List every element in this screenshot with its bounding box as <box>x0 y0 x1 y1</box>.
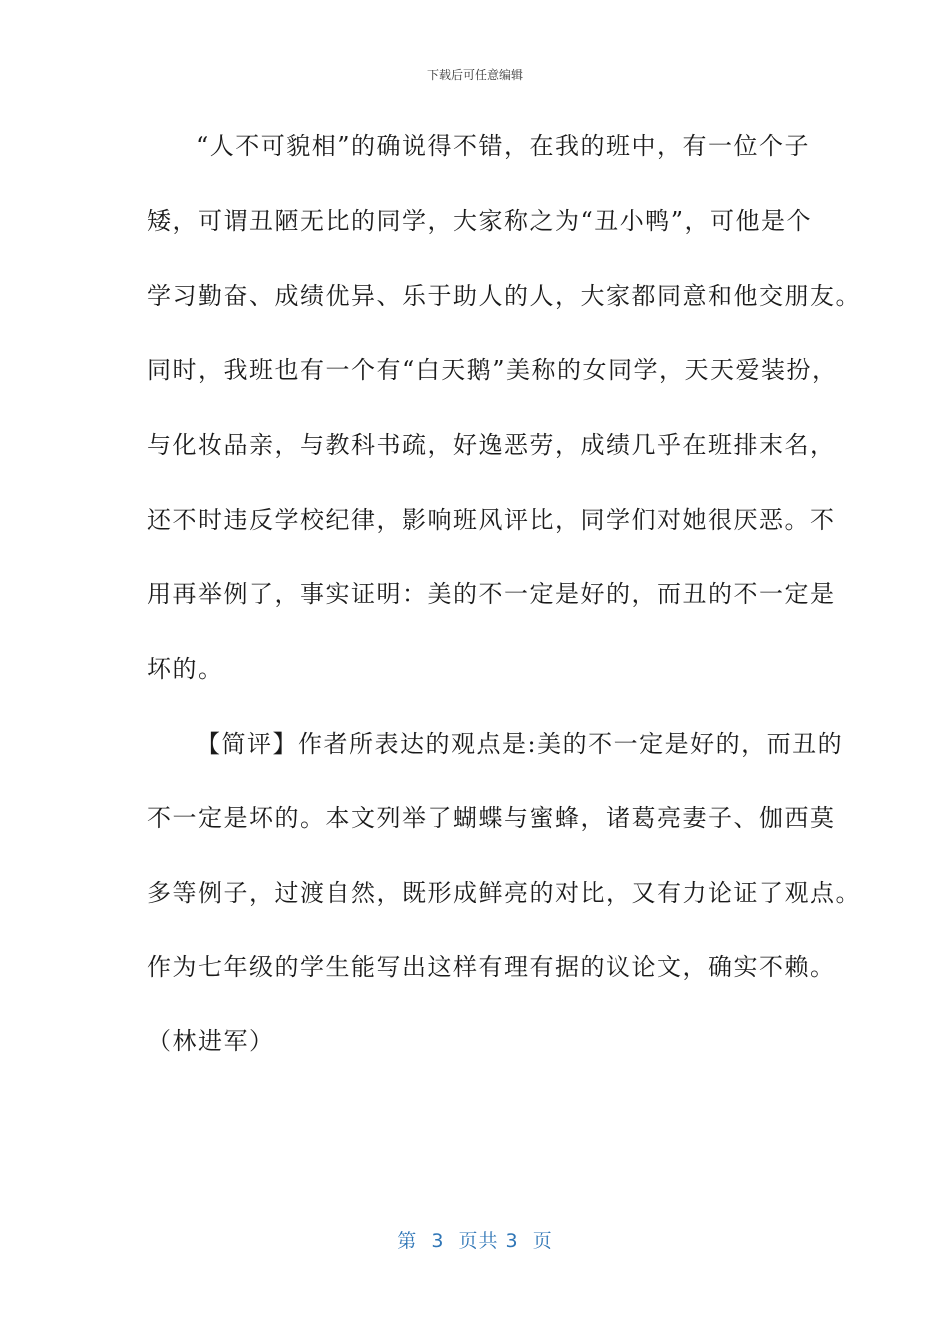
paragraph-1-line-7: 用再举例了，事实证明：美的不一定是好的，而丑的不一定是 <box>147 580 836 608</box>
author-signature: （林进军） <box>147 1027 275 1055</box>
page-header: 下载后可任意编辑 <box>426 68 523 82</box>
paragraph-2-line-3: 多等例子，过渡自然，既形成鲜亮的对比，又有力论证了观点。 <box>147 879 861 907</box>
paragraph-2-line-4: 作为七年级的学生能写出这样有理有据的议论文，确实不赖。 <box>147 953 836 981</box>
paragraph-1-line-2: 矮，可谓丑陋无比的同学，大家称之为“丑小鸭”，可他是个 <box>147 207 813 235</box>
paragraph-1-line-6: 还不时违反学校纪律，影响班风评比，同学们对她很厌恶。不 <box>147 506 836 534</box>
paragraph-1-line-3: 学习勤奋、成绩优异、乐于助人的人，大家都同意和他交朋友。 <box>147 282 861 310</box>
paragraph-2-line-1: 【简评】作者所表达的观点是:美的不一定是好的，而丑的 <box>196 730 844 758</box>
paragraph-1-line-8: 坏的。 <box>147 655 224 683</box>
paragraph-1-line-4: 同时，我班也有一个有“白天鹅”美称的女同学，天天爱装扮， <box>147 356 838 384</box>
paragraph-1-line-1: “人不可貌相”的确说得不错，在我的班中，有一位个子 <box>196 132 811 160</box>
paragraph-1-line-5: 与化妆品亲，与教科书疏，好逸恶劳，成绩几乎在班排末名， <box>147 431 836 459</box>
page-footer: 第 3 页共 3 页 <box>397 1230 553 1252</box>
paragraph-2-line-2: 不一定是坏的。本文列举了蝴蝶与蜜蜂，诸葛亮妻子、伽西莫 <box>147 804 836 832</box>
